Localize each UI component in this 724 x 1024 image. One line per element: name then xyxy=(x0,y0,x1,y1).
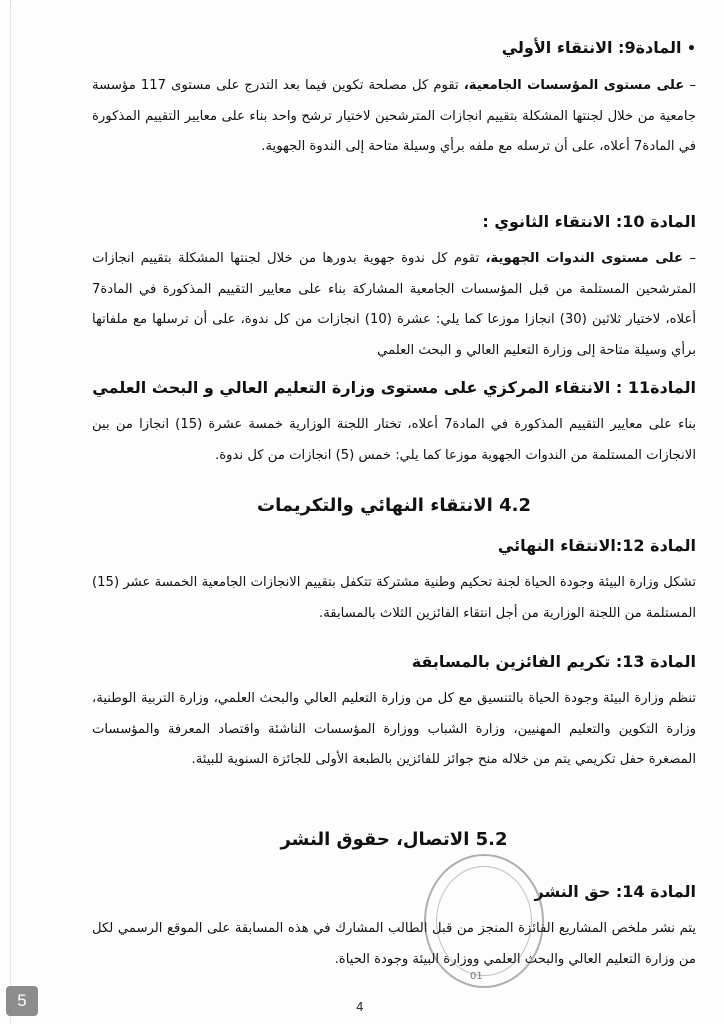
article-12 xyxy=(92,534,696,629)
article-10-heading: المادة 10: الانتقاء الثانوي : xyxy=(482,212,696,231)
article-13 xyxy=(92,650,696,776)
viewer-page-badge[interactable]: 5 xyxy=(6,986,38,1016)
article-10 xyxy=(92,210,696,366)
article-13-text: تنظم وزارة البيئة وجودة الحياة بالتنسيق مع كل من وزارة التعليم العالي والبحث العلمي، وزارة التربية الوطنية، وزارة التكوين والتعليم المهنيين، وزارة الشباب ووزارة المؤسسات الناشئة واقتصاد المعرفة والمؤسسات المصغرة حفل تكريمي يتم من خلاله منح جوائز للفائزين بالطبعة الأولى للجائزة السنوية للبيئة. xyxy=(92,691,696,767)
article-14 xyxy=(92,880,696,975)
article-11 xyxy=(92,376,696,471)
scan-edge xyxy=(0,0,11,1024)
section-5-2 xyxy=(92,826,696,854)
article-12-heading: المادة 12:الانتقاء النهائي xyxy=(497,536,696,555)
section-4-2 xyxy=(92,492,696,520)
article-9-heading: • المادة9: الانتقاء الأولي xyxy=(501,38,696,57)
article-10-text: – على مستوى الندوات الجهوية، تقوم كل ندوة جهوية بدورها من خلال لجنتها المشكلة بتقييم انجازات المترشحين المستلمة من قبل المؤسسات الجامعية المشاركة بناء على معايير التقييم المذكورة في المادة7 أعلاه، لاختيار ثلاثين (30) انجازا موزعا كما يلي: عشرة (10) انجازات من كل ندوة، على أن ترسلها مع ملفاتها برأي وسيلة متاحة إلى وزارة التعليم العالي و البحث العلمي xyxy=(92,251,696,358)
section-4-2-heading: 4.2 الانتقاء النهائي والتكريمات xyxy=(257,495,531,516)
article-9-text: – على مستوى المؤسسات الجامعية، تقوم كل مصلحة تكوين فيما بعد التدرج على مستوى 117 مؤسسة جامعية من خلال لجنتها المشكلة بتقييم انجازات المترشحين لاختيار ترشح واحد بناء على معايير التقييم المذكورة في المادة7 أعلاه، على أن ترسله مع ملفه برأي وسيلة متاحة إلى الندوة الجهوية. xyxy=(92,78,696,154)
article-14-heading: المادة 14: حق النشر xyxy=(534,882,696,901)
official-stamp xyxy=(424,854,544,988)
article-12-text: تشكل وزارة البيئة وجودة الحياة لجنة تحكيم وطنية مشتركة تتكفل بتقييم الانجازات الجامعية الخمسة عشر (15) المستلمة من اللجنة الوزارية من أجل انتقاء الفائزين الثلاث بالمسابقة. xyxy=(92,575,696,621)
article-11-heading: المادة11 : الانتقاء المركزي على مستوى وزارة التعليم العالي و البحث العلمي xyxy=(92,378,696,397)
section-5-2-heading: 5.2 الاتصال، حقوق النشر xyxy=(280,829,508,850)
article-13-heading: المادة 13: تكريم الفائزين بالمسابقة xyxy=(411,652,696,671)
article-9 xyxy=(92,36,696,163)
stamp-number: 01 xyxy=(470,971,483,982)
stamp-inner-ring xyxy=(436,866,532,976)
page-number: 4 xyxy=(356,1000,364,1014)
article-14-text: يتم نشر ملخص المشاريع الفائزة المنجز من قبل الطالب المشارك في هذه المسابقة على الموقع الرسمي لكل من وزارة التعليم العالي والبحث العلمي ووزارة البيئة وجودة الحياة. xyxy=(92,921,696,967)
article-11-text: بناء على معايير التقييم المذكورة في المادة7 أعلاه، تختار اللجنة الوزارية خمسة عشرة (15) انجازا من بين الانجازات المستلمة من الندوات الجهوية موزعا كما يلي: خمس (5) انجازات من كل ندوة. xyxy=(92,417,697,463)
